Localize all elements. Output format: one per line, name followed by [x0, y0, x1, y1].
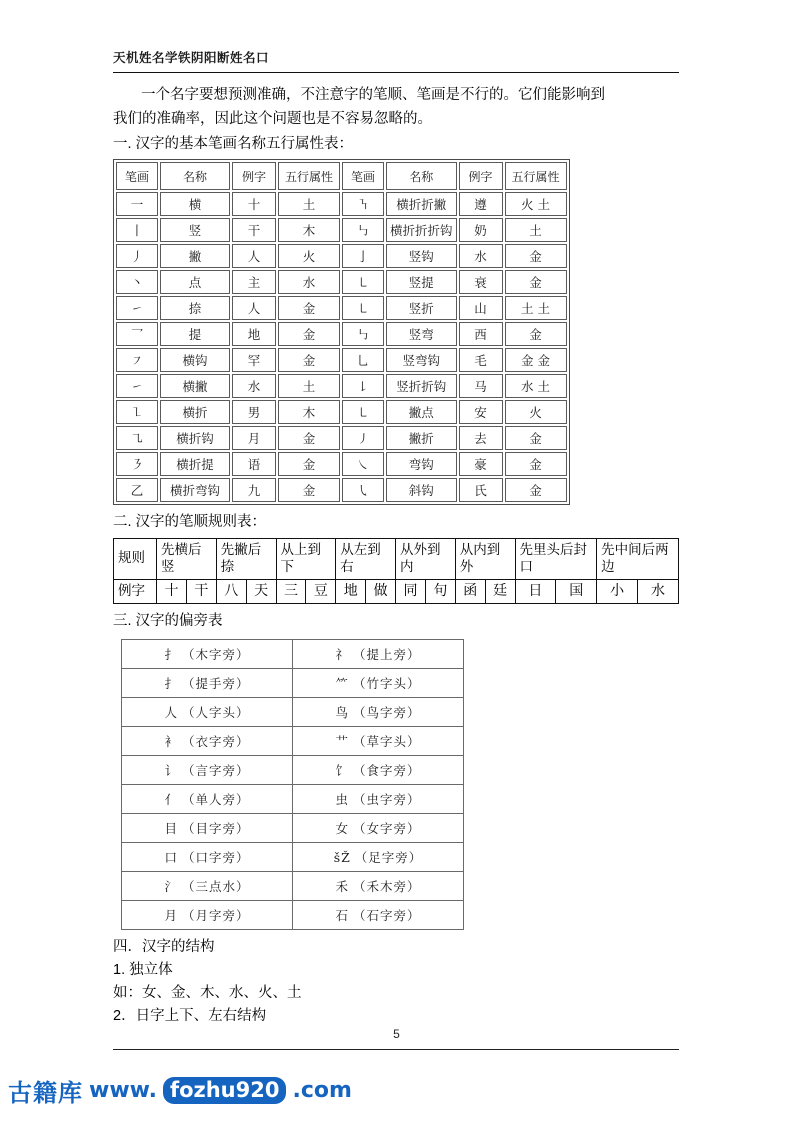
cell-wuxing: 火 — [505, 400, 567, 424]
watermark-www: www. — [89, 1078, 157, 1103]
th-example-left: 例字 — [232, 162, 276, 190]
radical-glyph: 人 — [164, 704, 178, 720]
header-divider — [113, 72, 679, 73]
cell-name: 竖钩 — [386, 244, 457, 268]
radical-label: （禾木旁） — [353, 878, 421, 894]
cell-example: 毛 — [459, 348, 503, 372]
cell-wuxing: 金 — [505, 452, 567, 476]
stroke-order-rules-table — [113, 538, 679, 604]
radical-cell — [293, 726, 464, 755]
table-row — [116, 400, 567, 424]
table-header-row — [116, 162, 567, 190]
radical-cell — [293, 784, 464, 813]
cell-stroke: 丨 — [116, 218, 158, 242]
stroke-attribute-table — [113, 159, 570, 505]
cell-stroke: ㇉ — [342, 218, 384, 242]
radical-glyph: šŽ — [333, 849, 351, 865]
example-cell: 小 — [597, 579, 638, 604]
cell-name: 横折提 — [160, 452, 230, 476]
radical-cell — [122, 668, 293, 697]
radical-glyph: 氵 — [164, 878, 178, 894]
radical-table — [121, 639, 464, 930]
cell-stroke: ㇂ — [342, 478, 384, 502]
radical-glyph: 鸟 — [335, 704, 349, 720]
rule-cell-4: 从左到右 — [336, 538, 396, 579]
cell-name: 竖提 — [386, 270, 457, 294]
cell-example: 氏 — [459, 478, 503, 502]
example-cell: 日 — [515, 579, 556, 604]
row-label-example: 例字 — [114, 579, 157, 604]
section-title-3: 三. 汉字的偏旁表 — [113, 613, 223, 630]
radical-label: （提手旁） — [182, 675, 250, 691]
cell-example: 安 — [459, 400, 503, 424]
cell-example: 去 — [459, 426, 503, 450]
cell-example: 西 — [459, 322, 503, 346]
rule-cell-5: 从外到内 — [396, 538, 456, 579]
cell-example: 马 — [459, 374, 503, 398]
example-cell: 干 — [186, 579, 216, 604]
cell-example: 主 — [232, 270, 276, 294]
watermark — [8, 1073, 352, 1108]
cell-stroke: ㇙ — [342, 374, 384, 398]
radical-cell — [293, 871, 464, 900]
footer-divider — [113, 1049, 679, 1050]
radical-label: （衣字旁） — [182, 733, 250, 749]
table-row — [122, 668, 464, 697]
radical-cell — [122, 871, 293, 900]
table-row — [122, 813, 464, 842]
radical-label: （目字旁） — [182, 820, 250, 836]
running-header: 天机姓名学铁阴阳断姓名口 — [113, 51, 270, 65]
cell-name: 撇 — [160, 244, 230, 268]
cell-name: 斜钩 — [386, 478, 457, 502]
cell-wuxing: 火 — [278, 244, 340, 268]
radical-label: （鸟字旁） — [353, 704, 421, 720]
cell-stroke: 丿 — [116, 244, 158, 268]
cell-wuxing: 金 — [505, 322, 567, 346]
cell-wuxing: 水 — [278, 270, 340, 294]
table-row-rules — [114, 538, 679, 579]
radical-glyph: 饣 — [335, 762, 349, 778]
row-label-rule: 规则 — [114, 538, 157, 579]
radical-cell — [122, 900, 293, 929]
rule-cell-3: 从上到下 — [276, 538, 336, 579]
radical-cell — [122, 755, 293, 784]
page-number: 5 — [393, 1027, 400, 1041]
table-row — [122, 900, 464, 929]
example-cell: 天 — [246, 579, 276, 604]
intro-paragraph-line1: 一个名字要想预测准确，不注意字的笔顺、笔画是不行的。它们能影响到 — [141, 87, 605, 103]
cell-name: 撇折 — [386, 426, 457, 450]
cell-name: 横折折撇 — [386, 192, 457, 216]
cell-name: 竖 — [160, 218, 230, 242]
radical-label: （人字头） — [182, 704, 250, 720]
radical-cell — [122, 813, 293, 842]
cell-wuxing: 金 — [505, 244, 567, 268]
table-row — [116, 192, 567, 216]
radical-label: （女字旁） — [353, 820, 421, 836]
cell-name: 弯钩 — [386, 452, 457, 476]
subsection-4-1: 1. 独立体 — [113, 961, 173, 978]
radical-cell — [122, 726, 293, 755]
cell-stroke: ㇋ — [116, 452, 158, 476]
cell-example: 人 — [232, 296, 276, 320]
subsection-4-2: 2．日字上下、左右结构 — [113, 1008, 267, 1025]
radical-cell — [293, 639, 464, 668]
cell-wuxing: 土 — [505, 218, 567, 242]
th-wuxing-left: 五行属性 — [278, 162, 340, 190]
radical-label: （单人旁） — [182, 791, 250, 807]
cell-wuxing: 金 — [278, 322, 340, 346]
cell-stroke: ㇏ — [342, 452, 384, 476]
cell-stroke: 乙 — [116, 478, 158, 502]
cell-name: 横折折折钩 — [386, 218, 457, 242]
table-row — [116, 452, 567, 476]
radical-label: （木字旁） — [182, 646, 250, 662]
radical-glyph: 亻 — [164, 791, 178, 807]
cell-example: 衰 — [459, 270, 503, 294]
rule-cell-1: 先横后竖 — [157, 538, 217, 579]
watermark-brand-cn: 古籍库 — [8, 1079, 83, 1107]
radical-label: （言字旁） — [182, 762, 250, 778]
example-cell: 句 — [425, 579, 455, 604]
cell-name: 竖折折钩 — [386, 374, 457, 398]
cell-stroke: 一 — [116, 192, 158, 216]
cell-example: 罕 — [232, 348, 276, 372]
radical-cell — [122, 784, 293, 813]
cell-wuxing: 木 — [278, 400, 340, 424]
cell-wuxing: 金 — [278, 478, 340, 502]
cell-name: 竖弯钩 — [386, 348, 457, 372]
th-example-right: 例字 — [459, 162, 503, 190]
section-title-1: 一. 汉字的基本笔画名称五行属性表： — [113, 135, 354, 152]
example-cell: 廷 — [485, 579, 515, 604]
th-stroke-left: 笔画 — [116, 162, 158, 190]
cell-wuxing: 土 — [278, 192, 340, 216]
radical-label: （草字头） — [353, 733, 421, 749]
radical-glyph: 艹 — [335, 733, 349, 749]
radical-label: （食字旁） — [353, 762, 421, 778]
th-stroke-right: 笔画 — [342, 162, 384, 190]
cell-example: 男 — [232, 400, 276, 424]
cell-wuxing: 金 — [278, 296, 340, 320]
cell-example: 豪 — [459, 452, 503, 476]
cell-wuxing: 木 — [278, 218, 340, 242]
cell-name: 竖弯 — [386, 322, 457, 346]
cell-example: 十 — [232, 192, 276, 216]
radical-glyph: 虫 — [335, 791, 349, 807]
cell-wuxing: 土 — [278, 374, 340, 398]
radical-glyph: 月 — [164, 907, 178, 923]
radical-glyph: 女 — [335, 820, 349, 836]
example-cell: 做 — [366, 579, 396, 604]
cell-stroke: 丶 — [116, 270, 158, 294]
cell-name: 横 — [160, 192, 230, 216]
cell-stroke: ㇓ — [342, 426, 384, 450]
cell-wuxing: 金 — [278, 348, 340, 372]
table-row — [116, 244, 567, 268]
example-cell: 同 — [396, 579, 426, 604]
table-row — [122, 871, 464, 900]
radical-glyph: 衤 — [164, 733, 178, 749]
cell-wuxing: 金 金 — [505, 348, 567, 372]
cell-wuxing: 水 土 — [505, 374, 567, 398]
section-title-2: 二. 汉字的笔顺规则表： — [113, 514, 267, 531]
example-cell: 地 — [336, 579, 366, 604]
radical-label: （竹字头） — [353, 675, 421, 691]
cell-wuxing: 金 — [505, 426, 567, 450]
rule-cell-8: 先中间后两边 — [597, 538, 679, 579]
cell-stroke: ㇇ — [116, 348, 158, 372]
radical-label: （口字旁） — [182, 849, 250, 865]
radical-label: （虫字旁） — [353, 791, 421, 807]
radical-glyph: 讠 — [164, 762, 178, 778]
radical-cell — [293, 842, 464, 871]
table-row — [116, 426, 567, 450]
intro-paragraph-line2: 我们的准确率，因此这个问题也是不容易忽略的。 — [113, 111, 432, 128]
cell-example: 遵 — [459, 192, 503, 216]
radical-cell — [122, 842, 293, 871]
cell-example: 干 — [232, 218, 276, 242]
radical-cell — [293, 813, 464, 842]
th-name-left: 名称 — [160, 162, 230, 190]
table-row — [116, 296, 567, 320]
table-row-examples — [114, 579, 679, 604]
radical-cell — [293, 668, 464, 697]
cell-stroke: ㇄ — [342, 400, 384, 424]
example-cell: 三 — [276, 579, 306, 604]
cell-example: 奶 — [459, 218, 503, 242]
table-row — [122, 784, 464, 813]
table-row — [116, 218, 567, 242]
cell-wuxing: 金 — [278, 452, 340, 476]
table-row — [122, 842, 464, 871]
cell-name: 横撇 — [160, 374, 230, 398]
radical-glyph: 礻 — [335, 646, 349, 662]
example-cell: 函 — [455, 579, 485, 604]
cell-wuxing: 火 土 — [505, 192, 567, 216]
cell-example: 水 — [232, 374, 276, 398]
radical-label: （三点水） — [182, 878, 250, 894]
cell-name: 横折 — [160, 400, 230, 424]
radical-cell — [122, 639, 293, 668]
cell-stroke: ㇉ — [342, 322, 384, 346]
example-cell: 豆 — [306, 579, 336, 604]
radical-label: （月字旁） — [182, 907, 250, 923]
radical-glyph: 目 — [164, 820, 178, 836]
cell-wuxing: 金 — [278, 426, 340, 450]
cell-wuxing: 土 土 — [505, 296, 567, 320]
cell-stroke: ㇎ — [342, 192, 384, 216]
cell-name: 竖折 — [386, 296, 457, 320]
radical-glyph: 扌 — [164, 646, 178, 662]
table-row — [116, 270, 567, 294]
cell-stroke: 乚 — [342, 348, 384, 372]
cell-name: 捺 — [160, 296, 230, 320]
cell-name: 撇点 — [386, 400, 457, 424]
cell-name: 提 — [160, 322, 230, 346]
radical-label: （足字旁） — [354, 849, 423, 865]
section-title-4: 四．汉字的结构 — [113, 938, 215, 955]
table-row — [116, 322, 567, 346]
cell-example: 语 — [232, 452, 276, 476]
rule-cell-7: 先里头后封口 — [515, 538, 597, 579]
example-cell: 国 — [556, 579, 597, 604]
cell-name: 横折弯钩 — [160, 478, 230, 502]
table-row — [122, 639, 464, 668]
cell-example: 人 — [232, 244, 276, 268]
cell-stroke: ㇄ — [342, 270, 384, 294]
cell-stroke: ㇀ — [116, 374, 158, 398]
cell-example: 月 — [232, 426, 276, 450]
cell-example: 山 — [459, 296, 503, 320]
watermark-domain: fozhu920 — [163, 1077, 287, 1104]
radical-glyph: 禾 — [335, 878, 349, 894]
radical-glyph: ⺮ — [335, 675, 349, 691]
radical-label: （石字旁） — [353, 907, 421, 923]
table-row — [116, 374, 567, 398]
cell-stroke: 乛 — [116, 322, 158, 346]
cell-wuxing: 金 — [505, 478, 567, 502]
cell-stroke: ㇈ — [116, 426, 158, 450]
stroke-table-body — [116, 192, 567, 502]
radical-cell — [293, 697, 464, 726]
radical-cell — [293, 755, 464, 784]
radical-label: （提上旁） — [353, 646, 421, 662]
radical-cell — [122, 697, 293, 726]
cell-wuxing: 金 — [505, 270, 567, 294]
cell-example: 水 — [459, 244, 503, 268]
radical-glyph: 口 — [164, 849, 178, 865]
example-cell: 水 — [637, 579, 678, 604]
watermark-tld: .com — [292, 1078, 352, 1103]
example-cell: 十 — [157, 579, 187, 604]
table-row — [122, 726, 464, 755]
th-name-right: 名称 — [386, 162, 457, 190]
table-row — [122, 697, 464, 726]
table-row — [116, 478, 567, 502]
table-row — [116, 348, 567, 372]
radical-glyph: 石 — [335, 907, 349, 923]
cell-name: 点 — [160, 270, 230, 294]
cell-stroke: 亅 — [342, 244, 384, 268]
cell-name: 横折钩 — [160, 426, 230, 450]
table-row — [122, 755, 464, 784]
cell-example: 地 — [232, 322, 276, 346]
th-wuxing-right: 五行属性 — [505, 162, 567, 190]
rule-cell-6: 从内到外 — [455, 538, 515, 579]
cell-stroke: ㇄ — [342, 296, 384, 320]
radical-glyph: 扌 — [164, 675, 178, 691]
page-content — [113, 48, 683, 1028]
subsection-4-1-examples: 如：女、金、木、水、火、土 — [113, 984, 302, 1001]
cell-example: 九 — [232, 478, 276, 502]
rule-cell-2: 先撇后捺 — [216, 538, 276, 579]
radical-cell — [293, 900, 464, 929]
cell-stroke: ㇀ — [116, 296, 158, 320]
cell-stroke: ㇅ — [116, 400, 158, 424]
cell-name: 横钩 — [160, 348, 230, 372]
stroke-table-wrapper — [113, 159, 683, 505]
example-cell: 八 — [216, 579, 246, 604]
